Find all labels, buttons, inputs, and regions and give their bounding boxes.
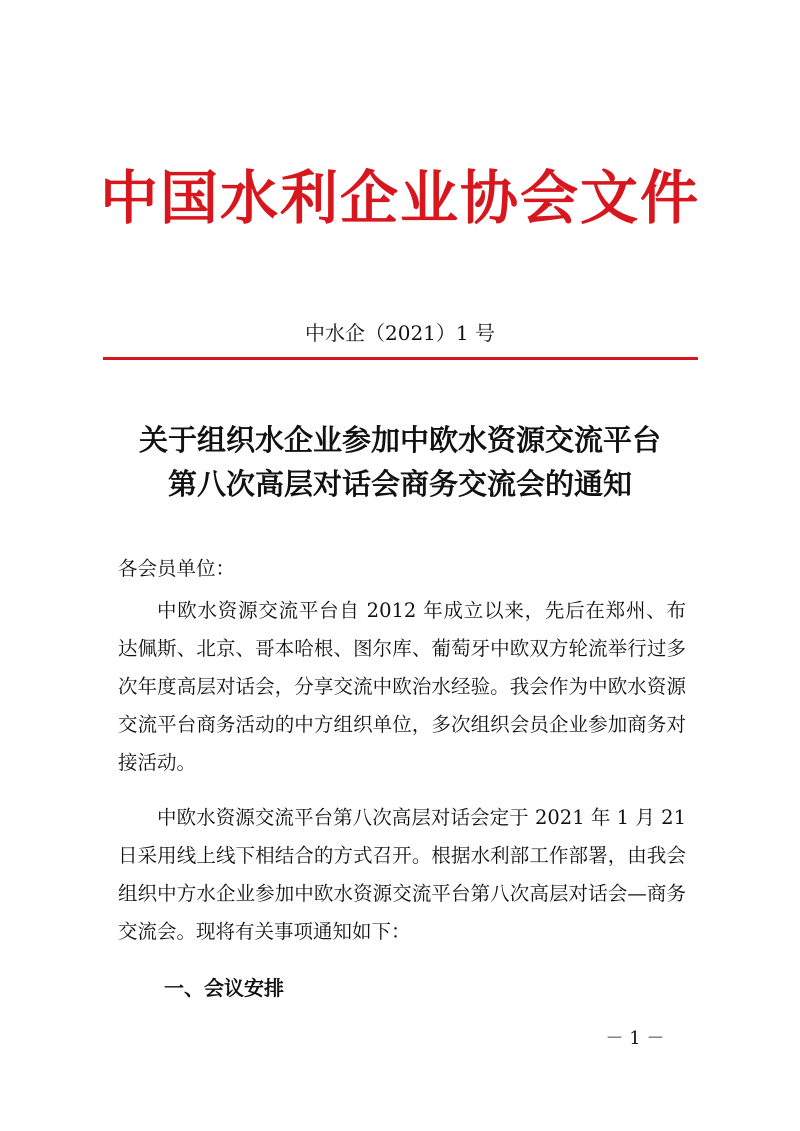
masthead-title: 中国水利企业协会文件 xyxy=(99,164,700,232)
notice-title-line-1: 关于组织水企业参加中欧水资源交流平台 xyxy=(138,423,661,457)
red-divider-line xyxy=(103,357,698,360)
page-number: － 1 － xyxy=(605,1028,665,1049)
body-paragraph-2: 中欧水资源交流平台第八次高层对话会定于 2021 年 1 月 21 日采用线上线下相结合的方式召开。根据水利部工作部署，由我会组织中方水企业参加中欧水资源交流平台第八次高层对话会—商务交流会。现将有关事项通知如下： xyxy=(118,806,686,943)
section-heading: 一、会议安排 xyxy=(164,976,284,1000)
body-paragraph-1: 中欧水资源交流平台自 2012 年成立以来，先后在郑州、布达佩斯、北京、哥本哈根、图尔库、葡萄牙中欧双方轮流举行过多次年度高层对话会，分享交流中欧治水经验。我会作为中欧水资源交流平台商务活动的中方组织单位，多次组织会员企业参加商务对接活动。 xyxy=(118,599,686,774)
notice-title xyxy=(0,418,800,506)
notice-title-line-2: 第八次高层对话会商务交流会的通知 xyxy=(167,467,632,501)
document-number: 中水企（2021）1 号 xyxy=(305,321,495,345)
salutation: 各会员单位： xyxy=(118,557,236,580)
